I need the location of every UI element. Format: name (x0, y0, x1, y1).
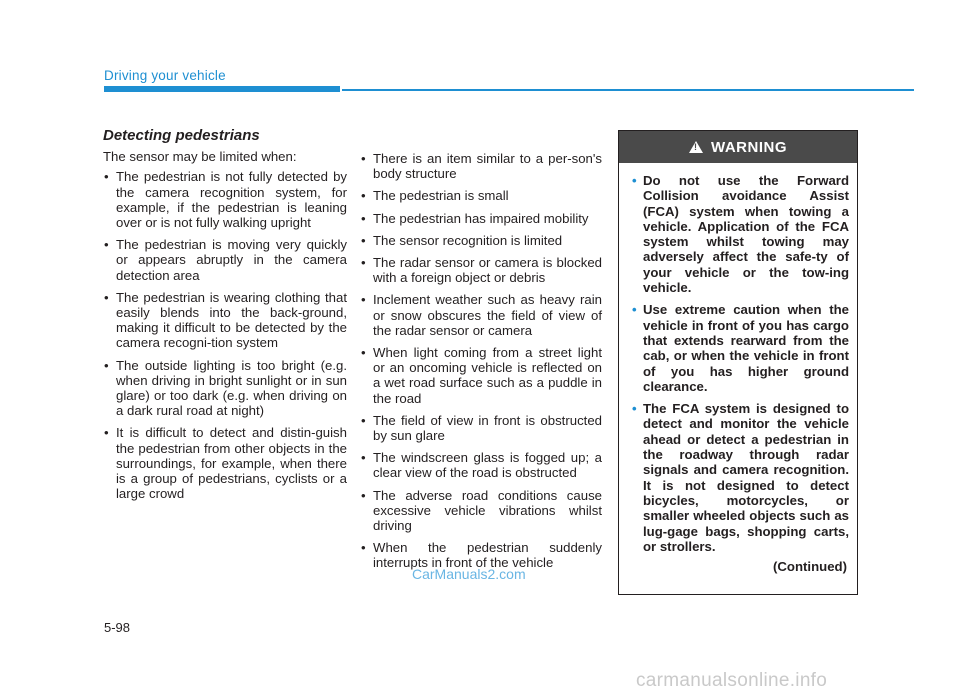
list-item: • The pedestrian is not fully detected by the camera recognition system, for example, if the pedestrian is leaning over or is not fully walking upright (103, 169, 347, 230)
limitation-list-middle (360, 151, 602, 571)
warning-header (619, 131, 857, 163)
warning-list (633, 173, 849, 554)
middle-column (360, 151, 602, 578)
list-item: • When the pedestrian suddenly interrupts in front of the vehicle (360, 540, 602, 570)
warning-triangle-icon (689, 141, 703, 153)
list-item: • The radar sensor or camera is blocked with a foreign object or debris (360, 255, 602, 285)
watermark: CarManuals2.com (412, 566, 526, 582)
header-rule-thin (342, 89, 914, 91)
section-heading: Detecting pedestrians (103, 127, 260, 144)
list-item: • The outside lighting is too bright (e.g. when driving in bright sunlight or in sun glare) or too dark (e.g. when driving on a dark rural road at night) (103, 358, 347, 419)
left-column (103, 128, 347, 508)
list-item: • Inclement weather such as heavy rain or snow obscures the field of view of the radar sensor or camera (360, 292, 602, 338)
footer-site-watermark: carmanualsonline.info (636, 670, 828, 691)
warning-item: • The FCA system is designed to detect and monitor the vehicle ahead or detect a pedestrian in the roadway through radar signals and camera recognition. It is not designed to detect bicycles, motorcycles, or smaller wheeled objects such as lug-gage bags, shopping carts, or strollers. (633, 401, 849, 554)
list-item: • When light coming from a street light or an oncoming vehicle is reflected on a wet road surface such as a puddle in the road (360, 345, 602, 406)
list-item: • The pedestrian has impaired mobility (360, 211, 602, 226)
section-title: Driving your vehicle (104, 68, 226, 83)
continued-label: (Continued) (773, 559, 847, 575)
list-item: • The sensor recognition is limited (360, 233, 602, 248)
header-rule-thick (104, 86, 340, 92)
list-item: • There is an item similar to a per-son's body structure (360, 151, 602, 181)
warning-title: WARNING (711, 138, 787, 156)
warning-box (618, 130, 858, 595)
limitation-list-left (103, 169, 347, 501)
list-item: • The pedestrian is small (360, 188, 602, 203)
list-item: • It is difficult to detect and distin-guish the pedestrian from other objects in the surroundings, for example, when there is a group of pedestrians, cyclists or a large crowd (103, 425, 347, 501)
intro-text: The sensor may be limited when: (103, 149, 297, 165)
list-item: • The adverse road conditions cause excessive vehicle vibrations whilst driving (360, 488, 602, 534)
list-item: • The pedestrian is moving very quickly or appears abruptly in the camera detection area (103, 237, 347, 283)
warning-item: • Use extreme caution when the vehicle in front of you has cargo that extends rearward from the cab, or when the vehicle in front of you has higher ground clearance. (633, 302, 849, 394)
warning-body (619, 163, 857, 574)
list-item: • The field of view in front is obstructed by sun glare (360, 413, 602, 443)
warning-item: • Do not use the Forward Collision avoidance Assist (FCA) system when towing a vehicle. Application of the FCA system whilst towing may adversely affect the safe-ty of your vehicle or the tow-ing vehicle. (633, 173, 849, 295)
list-item: • The windscreen glass is fogged up; a clear view of the road is obstructed (360, 450, 602, 480)
page-number: 5-98 (104, 620, 131, 635)
list-item: • The pedestrian is wearing clothing that easily blends into the back-ground, making it difficult to be detected by the camera recogni-tion system (103, 290, 347, 351)
